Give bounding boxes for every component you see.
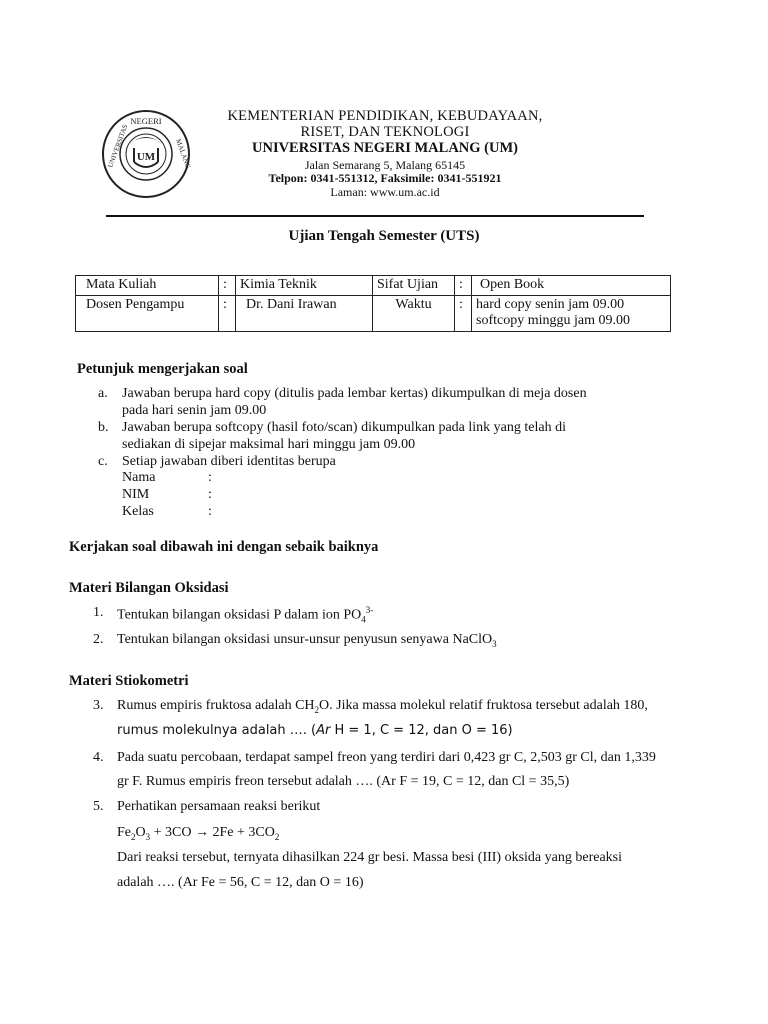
colon: : <box>208 487 212 502</box>
section-stoichiometry-heading: Materi Stiokometri <box>69 673 189 689</box>
question-number: 5. <box>93 799 104 814</box>
question-5-line3: Dari reaksi tersebut, ternyata dihasilkan 224 gr besi. Massa besi (III) oksida yang bereaksi <box>117 850 623 865</box>
header-divider <box>106 215 644 217</box>
question-number: 3. <box>93 698 104 713</box>
instr-c-mark: c. <box>98 454 108 469</box>
logo-text-right: MALANG <box>174 137 192 170</box>
letterhead <box>200 108 570 199</box>
question-5-line4: adalah …. (Ar Fe = 56, C = 12, dan O = 16) <box>117 875 364 890</box>
question-number: 4. <box>93 750 104 765</box>
logo-text-left: UNIVERSITAS <box>106 123 130 169</box>
instr-c-line1: Setiap jawaban diberi identitas berupa <box>122 454 336 469</box>
time-hardcopy: hard copy senin jam 09.00 <box>476 297 625 313</box>
logo-text-top: NEGERI <box>130 116 162 126</box>
colon: : <box>219 296 236 332</box>
colon: : <box>208 470 212 485</box>
reaction-equation: $Fe_2O_3 + 3CO \to 2Fe + 3CO_2$ <box>117 825 280 842</box>
instr-a-line2: pada hari senin jam 09.00 <box>122 403 267 418</box>
exam-info-table <box>75 275 671 332</box>
logo-mark: UM <box>136 151 156 163</box>
colon: : <box>455 276 472 296</box>
label-exam-type: Sifat Ujian <box>373 276 455 296</box>
label-course: Mata Kuliah <box>76 276 219 296</box>
question-4-line1: Pada suatu percobaan, terdapat sampel freon yang terdiri dari 0,423 gr C, 2,503 gr Cl, dan 1,339 <box>117 750 656 765</box>
university-logo <box>100 108 192 200</box>
address: Jalan Semarang 5, Malang 65145 <box>304 157 466 172</box>
university-name: UNIVERSITAS NEGERI MALANG (UM) <box>252 140 518 157</box>
question-4-line2: gr F. Rumus empiris freon tersebut adalah …. (Ar F = 19, C = 12, dan Cl = 35,5) <box>117 774 570 789</box>
value-lecturer: Dr. Dani Irawan <box>236 296 373 332</box>
instr-b-mark: b. <box>98 420 109 435</box>
question-1: Tentukan bilangan oksidasi P dalam ion $PO_4^{3-}$ <box>117 605 374 625</box>
phone-fax: Telpon: 0341-551312, Faksimile: 0341-551921 <box>268 171 502 186</box>
instr-b-line1: Jawaban berupa softcopy (hasil foto/scan) dikumpulkan pada link yang telah di <box>122 420 566 435</box>
instr-a-line1: Jawaban berupa hard copy (ditulis pada lembar kertas) dikumpulkan di meja dosen <box>122 386 587 401</box>
ministry-line-1: KEMENTERIAN PENDIDIKAN, KEBUDAYAAN, <box>227 108 543 124</box>
question-number: 1. <box>93 605 104 620</box>
colon: : <box>219 276 236 296</box>
work-instruction: Kerjakan soal dibawah ini dengan sebaik baiknya <box>69 539 379 555</box>
ministry-line-2: RISET, DAN TEKNOLOGI <box>300 124 470 141</box>
instr-a-mark: a. <box>98 386 108 401</box>
question-5-line1: Perhatikan persamaan reaksi berikut <box>117 799 321 814</box>
question-number: 2. <box>93 632 104 647</box>
time-softcopy: softcopy minggu jam 09.00 <box>476 313 630 329</box>
instructions-heading: Petunjuk mengerjakan soal <box>77 361 248 377</box>
website: Laman: www.um.ac.id <box>330 184 440 199</box>
question-2: Tentukan bilangan oksidasi unsur-unsur penyusun senyawa NaClO$_3$ <box>117 632 497 649</box>
identity-nim-label: NIM <box>122 487 150 502</box>
question-3-line2: rumus molekulnya adalah …. (Ar H = 1, C = 12, dan O = 16) <box>117 723 513 738</box>
section-oxidation-heading: Materi Bilangan Oksidasi <box>69 580 229 596</box>
value-time <box>472 296 671 332</box>
instr-b-line2: sediakan di sipejar maksimal hari minggu jam 09.00 <box>122 437 416 452</box>
label-lecturer: Dosen Pengampu <box>76 296 219 332</box>
label-time: Waktu <box>373 296 455 332</box>
value-exam-type: Open Book <box>472 276 671 296</box>
colon: : <box>208 504 212 519</box>
question-3-line1: Rumus empiris fruktosa adalah $CH_2O$. Jika massa molekul relatif fruktosa tersebut adalah 180, <box>117 698 648 715</box>
identity-name-label: Nama <box>122 470 156 485</box>
exam-title: Ujian Tengah Semester (UTS) <box>288 228 480 244</box>
identity-class-label: Kelas <box>122 504 154 519</box>
colon: : <box>455 296 472 332</box>
value-course: Kimia Teknik <box>236 276 373 296</box>
